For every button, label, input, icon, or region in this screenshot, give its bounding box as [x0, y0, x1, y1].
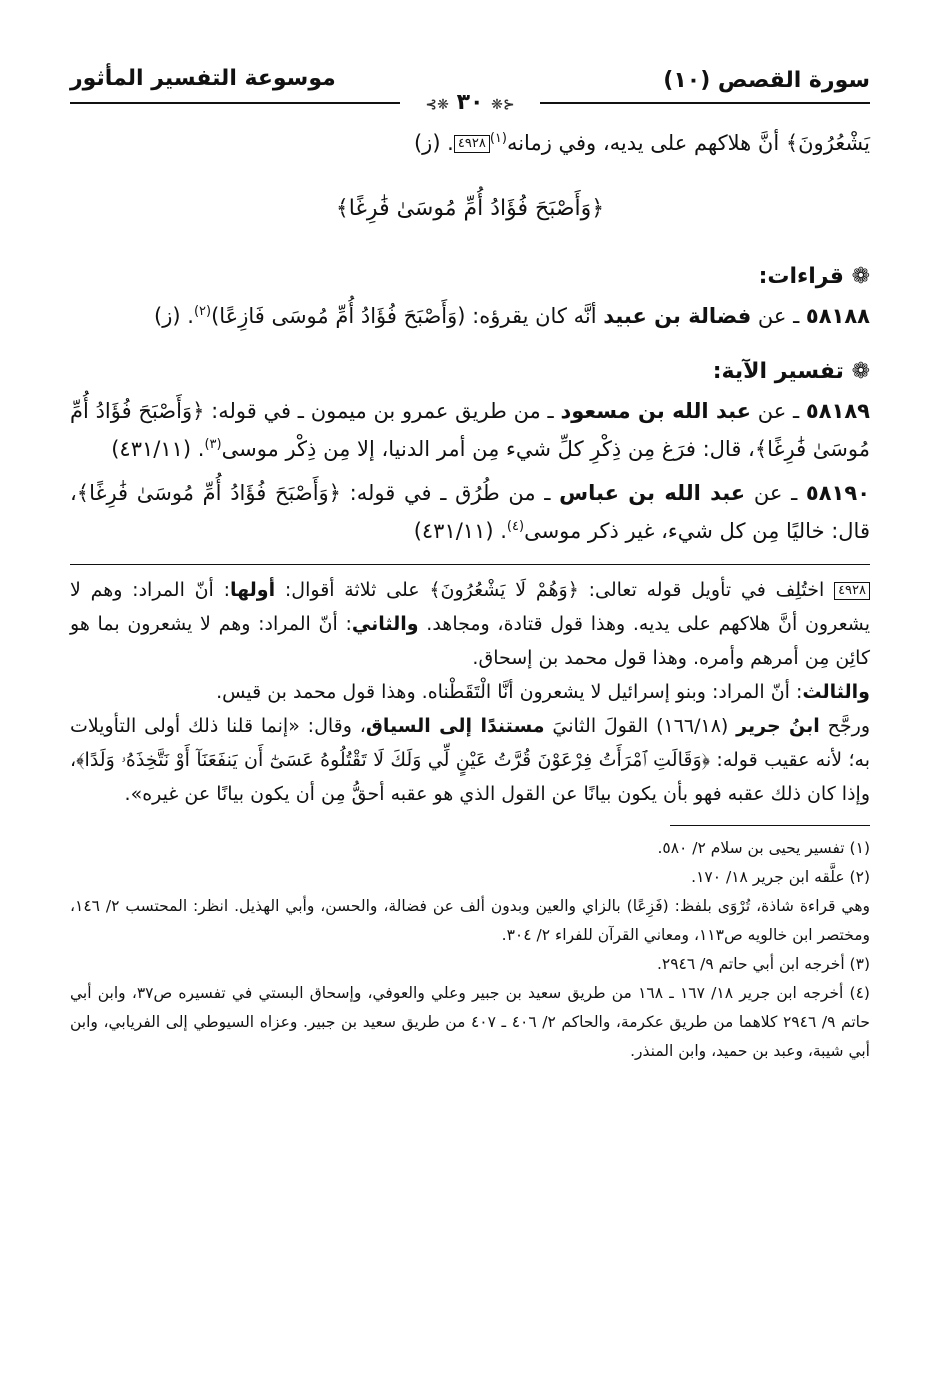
tafsir-item: ٥٨١٩٠ ـ عن عبد الله بن عباس ـ من طُرُق ـ في قوله: ﴿وَأَصْبَحَ فُؤَادُ أُمِّ مُوسَىٰ فَٰرِغًا﴾، قال: خاليًا مِن كل شيء، غير ذكر موسى$^{(٤)}$. (٤٣١/١١): [70, 481, 871, 543]
footnote: (٣) أخرجه ابن أبي حاتم ٩/ ٢٩٤٦.: [656, 955, 870, 973]
commentary-para: ورجَّح ابنُ جرير (١٦٦/١٨) القولَ الثانيَ مستندًا إلى السياق، وقال: «إنما قلنا ذلك أولى التأويلات به؛ لأنه عقيب قوله: ﴿وَقَالَتِ ٱمْرَأَتُ فِرْعَوْنَ قُرَّتُ عَيْنٍ لِّي وَلَكَ لَا تَقْتُلُوهُ عَسَىٰٓ أَن يَنفَعَنَآ أَوْ نَتَّخِذَهُۥ وَلَدًا﴾، وإذا كان ذلك عقبه فهو بأن يكون بيانًا عن القول الذي هو عقبه أحقُّ مِن أن يكون بيانًا عن غيره».: [70, 715, 870, 805]
footnote-ref[interactable]: (٤): [506, 519, 525, 534]
book-title: موسوعة التفسير المأثور: [70, 66, 336, 91]
ornament-icon: ⊰❋: [491, 97, 515, 113]
footnotes: [70, 834, 870, 1066]
footnote: (٤) أخرجه ابن جرير ١٨/ ١٦٧ ـ ١٦٨ من طريق سعيد بن جبير وعلي والعوفي، وإسحاق البستي في تفسيره ص٣٧، وابن أبي حاتم ٩/ ٢٩٤٦ كلاهما من طريق عكرمة، والحاكم ٢/ ٤٠٦ ـ ٤٠٧ من طريق سعيد بن جبير. وعزاه السيوطي إلى الفريابي، وابن أبي شيبة، وعبد بن حميد، وابن المنذر.: [70, 984, 870, 1060]
qiraat-item: ٥٨١٨٨ ـ عن فضالة بن عبيد أنَّه كان يقرؤه: (وَأَصْبَحَ فُؤَادُ أُمِّ مُوسَى فَازِعًا)$^{(٢)}$. (ز): [154, 304, 870, 328]
flower-icon: ❁: [851, 359, 870, 384]
footnote: (٢) علَّقه ابن جرير ١٨/ ١٧٠.: [691, 868, 870, 886]
comment-ref-box[interactable]: ٤٩٢٨: [454, 135, 490, 153]
page: [70, 60, 870, 1066]
qiraat-heading: ❁ قراءات:: [758, 264, 870, 289]
surah-title: سورة القصص (١٠): [663, 68, 870, 93]
page-number-wrap: [70, 90, 870, 115]
flower-icon: ❁: [851, 264, 870, 289]
verse: ﴿وَأَصْبَحَ فُؤَادُ أُمِّ مُوسَىٰ فَٰرِغًا﴾: [335, 196, 605, 221]
footnote: وهي قراءة شاذة، تُرْوَى بلفظ: (فَزِعًا) بالزاي والعين وبدون ألف عن فضالة، والحسن، وأبي الهذيل. انظر: المحتسب ٢/ ١٤٦، ومختصر ابن خالويه ص١١٣، ومعاني القرآن للفراء ٢/ ٣٠٤.: [70, 897, 870, 944]
tafsir-heading: ❁ تفسير الآية:: [712, 359, 870, 384]
footnote-ref[interactable]: (٢): [193, 304, 212, 319]
footnote-ref[interactable]: (١): [489, 131, 507, 146]
narrator: فضالة بن عبيد: [603, 304, 752, 328]
commentary-para: ٤٩٢٨ اختُلِف في تأويل قوله تعالى: ﴿وَهُمْ لَا يَشْعُرُونَ﴾ على ثلاثة أقوال: أولها: أنّ المراد: وهم لا يشعرون أنَّ هلاكهم على يديه. وهذا قول قتادة، ومجاهد. والثاني: أنّ المراد: وهم لا يشعرون بما هو كائِن مِن أمرهم وأمره. وهذا قول محمد بن إسحاق.: [70, 579, 870, 669]
footnote-ref[interactable]: (٣): [204, 437, 222, 452]
comment-box: ٤٩٢٨: [834, 582, 870, 600]
narrator: عبد الله بن عباس: [559, 481, 746, 505]
separator: [70, 564, 870, 565]
item-number: ٥٨١٨٨: [805, 304, 870, 328]
ornament-icon: ❋⊱: [425, 97, 449, 113]
commentary-para: والثالث: أنّ المراد: وبنو إسرائيل لا يشعرون أنَّا الْتَقَطْناه. وهذا قول محمد بن قيس.: [216, 681, 870, 703]
footnote-separator: [670, 825, 870, 826]
page-number: ٣٠: [456, 90, 484, 115]
item-number: ٥٨١٨٩: [805, 399, 870, 423]
page-header: [70, 60, 870, 115]
item-number: ٥٨١٩٠: [805, 481, 871, 505]
footnote: (١) تفسير يحيى بن سلام ٢/ ٥٨٠.: [657, 839, 870, 857]
tafsir-item: ٥٨١٨٩ ـ عن عبد الله بن مسعود ـ من طريق عمرو بن ميمون ـ في قوله: ﴿وَأَصْبَحَ فُؤَادُ أُمِّ مُوسَىٰ فَٰرِغًا﴾، قال: فرَغ مِن ذِكْرِ كلِّ شيء مِن أمر الدنيا، إلا مِن ذِكْر موسى$^{(٣)}$. (٤٣١/١١): [70, 399, 870, 461]
intro-line: يَشْعُرُونَ﴾ أنَّ هلاكهم على يديه، وفي زمانه$^{(١)}$٤٩٢٨. (ز): [413, 131, 870, 155]
narrator: عبد الله بن مسعود: [560, 399, 751, 423]
